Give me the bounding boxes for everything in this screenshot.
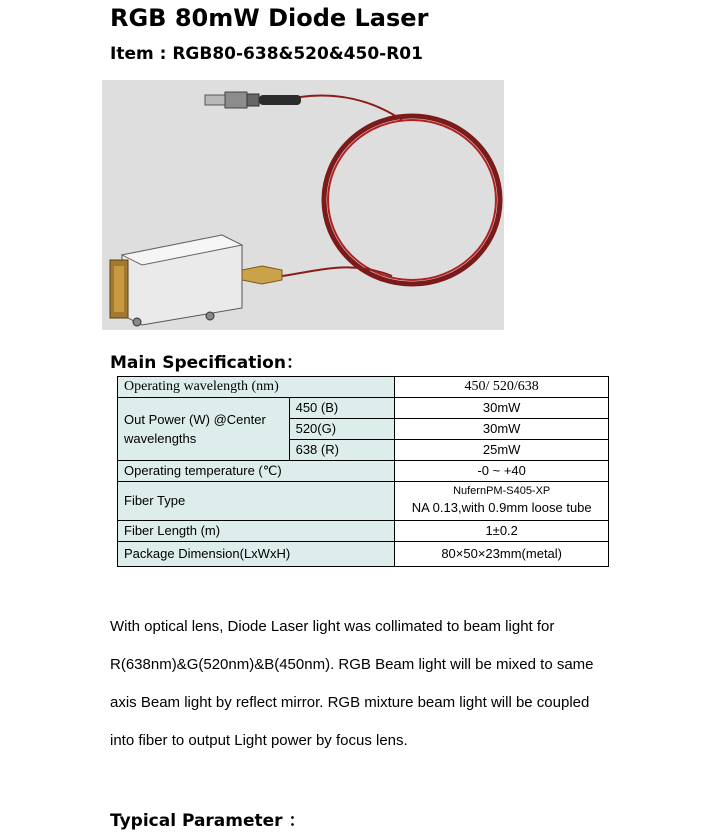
wavelength-value: 450/ 520/638 xyxy=(395,377,609,398)
temp-value: -0 ~ +40 xyxy=(395,461,609,482)
power-band: 450 (B) xyxy=(289,398,395,419)
power-value: 25mW xyxy=(395,440,609,461)
fiber-type-detail: NA 0.13,with 0.9mm loose tube xyxy=(411,500,592,515)
description-line: into fiber to output Light power by focus lens. xyxy=(110,732,408,749)
package-value: 80×50×23mm(metal) xyxy=(395,542,609,567)
spec-table xyxy=(117,376,609,567)
fiber-type-label: Fiber Type xyxy=(118,482,395,521)
item-code: Item : RGB80-638&520&450-R01 xyxy=(110,44,423,64)
power-value: 30mW xyxy=(395,398,609,419)
table-row xyxy=(118,521,609,542)
page-title: RGB 80mW Diode Laser xyxy=(110,4,429,32)
package-label: Package Dimension(LxWxH) xyxy=(118,542,395,567)
fiber-length-label: Fiber Length (m) xyxy=(118,521,395,542)
description-line: R(638nm)&G(520nm)&B(450nm). RGB Beam light will be mixed to same xyxy=(110,656,594,673)
description-line: axis Beam light by reflect mirror. RGB mixture beam light will be coupled xyxy=(110,694,590,711)
table-row xyxy=(118,482,609,521)
description-paragraph xyxy=(110,608,650,760)
power-label: Out Power (W) @Center wavelengths xyxy=(118,398,290,461)
temp-label: Operating temperature (℃) xyxy=(118,461,395,482)
power-band: 520(G) xyxy=(289,419,395,440)
typical-parameter-heading: Typical Parameter ： xyxy=(110,811,306,831)
wavelength-label: Operating wavelength (nm) xyxy=(118,377,395,398)
power-band: 638 (R) xyxy=(289,440,395,461)
table-row xyxy=(118,542,609,567)
power-value: 30mW xyxy=(395,419,609,440)
table-row xyxy=(118,398,609,419)
product-image xyxy=(102,80,504,330)
fiber-length-value: 1±0.2 xyxy=(395,521,609,542)
fiber-type-model: NufernPM-S405-XP xyxy=(453,485,551,497)
table-row xyxy=(118,377,609,398)
table-row xyxy=(118,461,609,482)
description-line: With optical lens, Diode Laser light was collimated to beam light for xyxy=(110,618,555,635)
fiber-type-cell xyxy=(395,482,609,521)
main-spec-heading: Main Specification： xyxy=(110,353,303,373)
